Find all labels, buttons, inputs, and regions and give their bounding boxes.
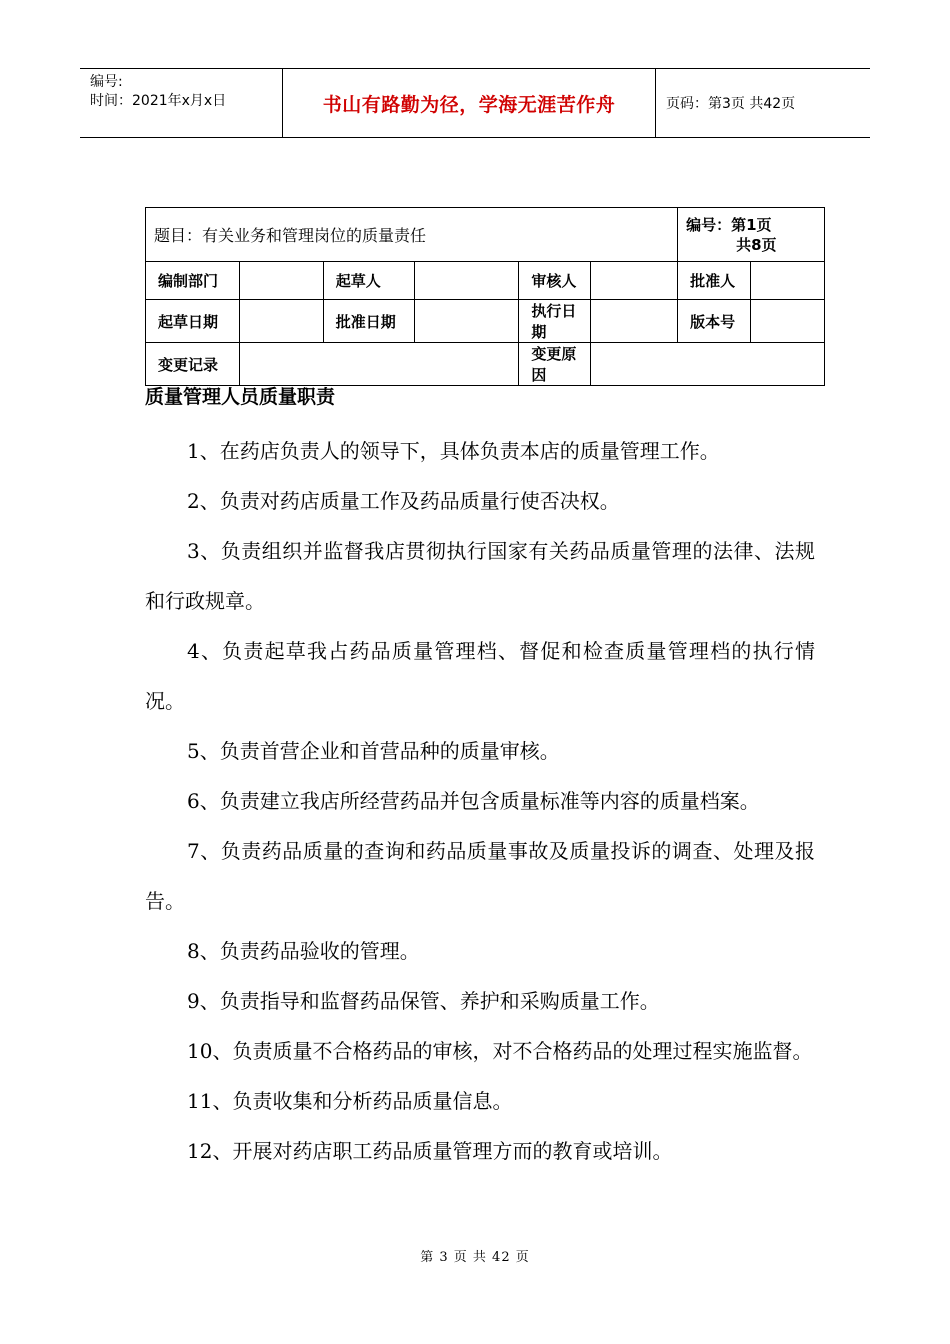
document-info-table <box>145 207 825 386</box>
doc-code-line2: 共8页 <box>736 235 777 254</box>
paragraph-2: 2、负责对药店质量工作及药品质量行使否决权。 <box>187 489 620 513</box>
paragraph-4: 4、负责起草我占药品质量管理档、督促和检查质量管理档的执行情况。 <box>145 639 815 713</box>
label-change-record: 变更记录 <box>146 343 240 386</box>
paragraph-7: 7、负责药品质量的查询和药品质量事故及质量投诉的调查、处理及报告。 <box>145 839 815 913</box>
paragraph-8: 8、负责药品验收的管理。 <box>187 939 420 963</box>
paragraph-10: 10、负责质量不合格药品的审核，对不合格药品的处理过程实施监督。 <box>187 1039 813 1063</box>
header-motto: 书山有路勤为径，学海无涯苦作舟 <box>282 69 656 137</box>
label-version: 版本号 <box>678 300 751 343</box>
responsibilities-list <box>145 426 815 1176</box>
paragraph-9: 9、负责指导和监督药品保管、养护和采购质量工作。 <box>187 989 660 1013</box>
paragraph-12: 12、开展对药店职工药品质量管理方而的教育或培训。 <box>187 1139 673 1163</box>
paragraph-3: 3、负责组织并监督我店贯彻执行国家有关药品质量管理的法律、法规和行政规章。 <box>145 539 815 613</box>
value-approve-date <box>414 300 519 343</box>
paragraph-5: 5、负责首营企业和首营品种的质量审核。 <box>187 739 560 763</box>
label-draft-date: 起草日期 <box>146 300 240 343</box>
label-change-reason: 变更原因 <box>519 343 591 386</box>
value-reviewer <box>591 262 678 300</box>
paragraph-1: 1、在药店负责人的领导下，具体负责本店的质量管理工作。 <box>187 439 720 463</box>
value-exec-date <box>591 300 678 343</box>
header-page-info: 页码：第3页 共42页 <box>666 96 796 112</box>
label-approver: 批准人 <box>678 262 751 300</box>
value-version <box>751 300 825 343</box>
doc-title: 题目：有关业务和管理岗位的质量责任 <box>146 208 678 262</box>
value-dept <box>239 262 323 300</box>
value-approver <box>751 262 825 300</box>
doc-code-line1: 编号：第1页 <box>686 215 772 234</box>
doc-code <box>678 208 825 262</box>
time-label: 时间：2021年x月x日 <box>90 93 227 109</box>
label-approve-date: 批准日期 <box>323 300 414 343</box>
value-change-reason <box>591 343 825 386</box>
page-footer: 第 3 页 共 42 页 <box>420 1250 530 1265</box>
paragraph-11: 11、负责收集和分析药品质量信息。 <box>187 1089 513 1113</box>
value-draft-date <box>239 300 323 343</box>
label-exec-date: 执行日期 <box>519 300 591 343</box>
value-change-record <box>239 343 519 386</box>
section-title: 质量管理人员质量职责 <box>145 386 336 408</box>
code-label: 编号: <box>90 74 123 90</box>
label-dept: 编制部门 <box>146 262 240 300</box>
label-drafter: 起草人 <box>323 262 414 300</box>
value-drafter <box>414 262 519 300</box>
header-meta <box>80 69 282 137</box>
paragraph-6: 6、负责建立我店所经营药品并包含质量标准等内容的质量档案。 <box>187 789 760 813</box>
label-reviewer: 审核人 <box>519 262 591 300</box>
page-header <box>80 68 870 138</box>
